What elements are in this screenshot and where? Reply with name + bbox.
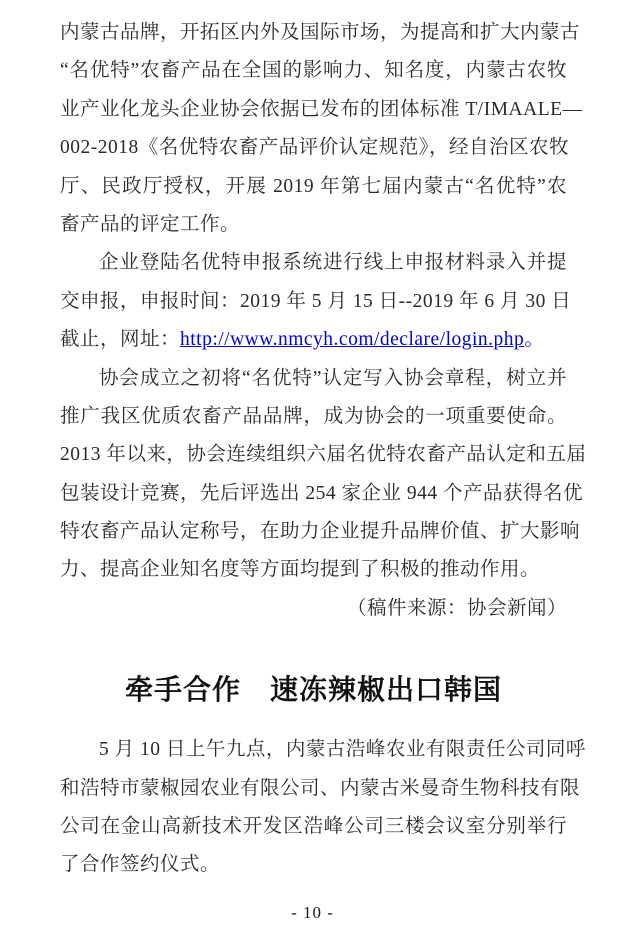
body-line: 畜产品的评定工作。 <box>60 213 241 235</box>
page-number: - 10 - <box>291 903 334 922</box>
body-line: 和浩特市蒙椒园农业有限公司、内蒙古米曼奇生物科技有限 <box>60 777 581 799</box>
body-line: 002-2018《名优特农畜产品评价认定规范》，经自治区农牧 <box>60 137 569 159</box>
body-line: 公司在金山高新技术开发区浩峰公司三楼会议室分别举行 <box>60 816 567 838</box>
body-line: 协会成立之初将“名优特”认定写入协会章程，树立并 <box>99 367 567 389</box>
body-line: 内蒙古品牌，开拓区内外及国际市场，为提高和扩大内蒙古 <box>60 22 581 43</box>
page-content <box>60 14 587 885</box>
declare-login-link[interactable]: http://www.nmcyh.com/declare/login.php <box>180 329 525 351</box>
body-line: 交申报，申报时间：2019 年 5 月 15 日--2019 年 6 月 30 日 <box>60 290 572 312</box>
body-line: 特农畜产品认定称号，在助力企业提升品牌价值、扩大影响 <box>60 521 581 543</box>
body-line: 推广我区优质农畜产品品牌，成为协会的一项重要使命。 <box>60 405 567 427</box>
body-line: 力、提高企业知名度等方面均提到了积极的推动作用。 <box>60 559 541 581</box>
paragraph-2 <box>60 244 572 359</box>
body-line: 了合作签约仪式。 <box>60 854 221 876</box>
body-line: 业产业化龙头企业协会依据已发布的团体标准 T/IMAALE— <box>60 98 583 120</box>
body-line: 5 月 10 日上午九点，内蒙古浩峰农业有限责任公司同呼 <box>99 739 586 761</box>
url-line-prefix: 截止，网址： <box>60 329 181 351</box>
body-line: “名优特”农畜产品在全国的影响力、知名度，内蒙古农牧 <box>60 60 567 82</box>
url-line-suffix: 。 <box>524 329 545 351</box>
paragraph-3 <box>60 360 587 590</box>
paragraph-1 <box>60 14 583 244</box>
source-note: （稿件来源：协会新闻） <box>346 597 567 619</box>
article-title: 牵手合作 速冻辣椒出口韩国 <box>124 675 502 707</box>
body-line: 企业登陆名优特申报系统进行线上申报材料录入并提 <box>99 252 567 274</box>
paragraph-4 <box>60 731 586 885</box>
body-line: 2013 年以来，协会连续组织六届名优特农畜产品认定和五届 <box>60 444 587 466</box>
body-line: 包装设计竞赛，先后评选出 254 家企业 944 个产品获得名优 <box>60 482 584 504</box>
url-line <box>60 321 567 359</box>
body-line: 厅、民政厅授权，开展 2019 年第七届内蒙古“名优特”农 <box>60 175 567 197</box>
